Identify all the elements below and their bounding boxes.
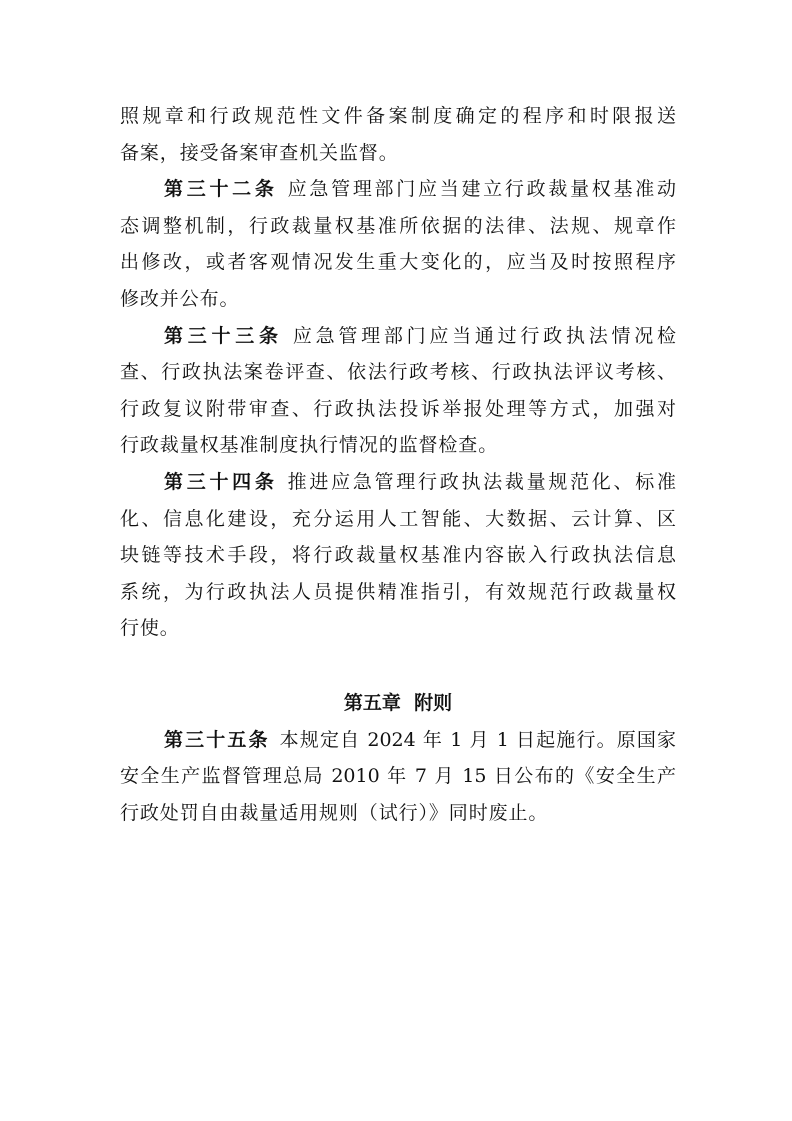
article-34-line: 行使。 xyxy=(120,617,180,640)
article-32-line: 态调整机制，行政裁量权基准所依据的法律、法规、规章作 xyxy=(120,214,676,237)
article-32-line: 修改并公布。 xyxy=(120,287,240,310)
article-33-line xyxy=(120,318,676,355)
article-34-line xyxy=(120,464,676,501)
article-33-title: 第三十三条 xyxy=(164,324,283,347)
article-32-text: 应急管理部门应当建立行政裁量权基准动 xyxy=(287,178,676,201)
article-33-text: 应急管理部门应当通过行政执法情况检 xyxy=(292,324,676,347)
article-34-title: 第三十四条 xyxy=(164,470,278,493)
chapter-5-heading: 第五章 附则 xyxy=(343,691,453,714)
document-body xyxy=(120,98,676,831)
article-33-line: 行政复议附带审查、行政执法投诉举报处理等方式，加强对 xyxy=(120,397,676,420)
article-35-title: 第三十五条 xyxy=(164,728,270,751)
article-35-line: 安全生产监督管理总局 2010 年 7 月 15 日公布的《安全生产 xyxy=(120,765,676,788)
article-32-line: 出修改，或者客观情况发生重大变化的，应当及时按照程序 xyxy=(120,251,676,274)
paragraph-line: 照规章和行政规范性文件备案制度确定的程序和时限报送 xyxy=(120,105,676,127)
article-34-line: 化、信息化建设，充分运用人工智能、大数据、云计算、区 xyxy=(120,507,676,530)
article-34-text: 推进应急管理行政执法裁量规范化、标准 xyxy=(287,470,676,493)
article-35-line xyxy=(120,722,676,759)
article-33-line: 查、行政执法案卷评查、依法行政考核、行政执法评议考核、 xyxy=(120,361,676,384)
article-35-line: 行政处罚自由裁量适用规则（试行）》同时废止。 xyxy=(120,801,549,824)
article-32-line xyxy=(120,171,676,208)
article-32-title: 第三十二条 xyxy=(164,178,278,201)
article-35-text: 本规定自 2024 年 1 月 1 日起施行。原国家 xyxy=(279,728,676,751)
article-34-line: 系统，为行政执法人员提供精准指引，有效规范行政裁量权 xyxy=(120,580,676,603)
paragraph-line: 备案，接受备案审查机关监督。 xyxy=(120,141,399,164)
article-33-line: 行政裁量权基准制度执行情况的监督检查。 xyxy=(120,434,499,457)
article-34-line: 块链等技术手段，将行政裁量权基准内容嵌入行政执法信息 xyxy=(120,544,676,567)
